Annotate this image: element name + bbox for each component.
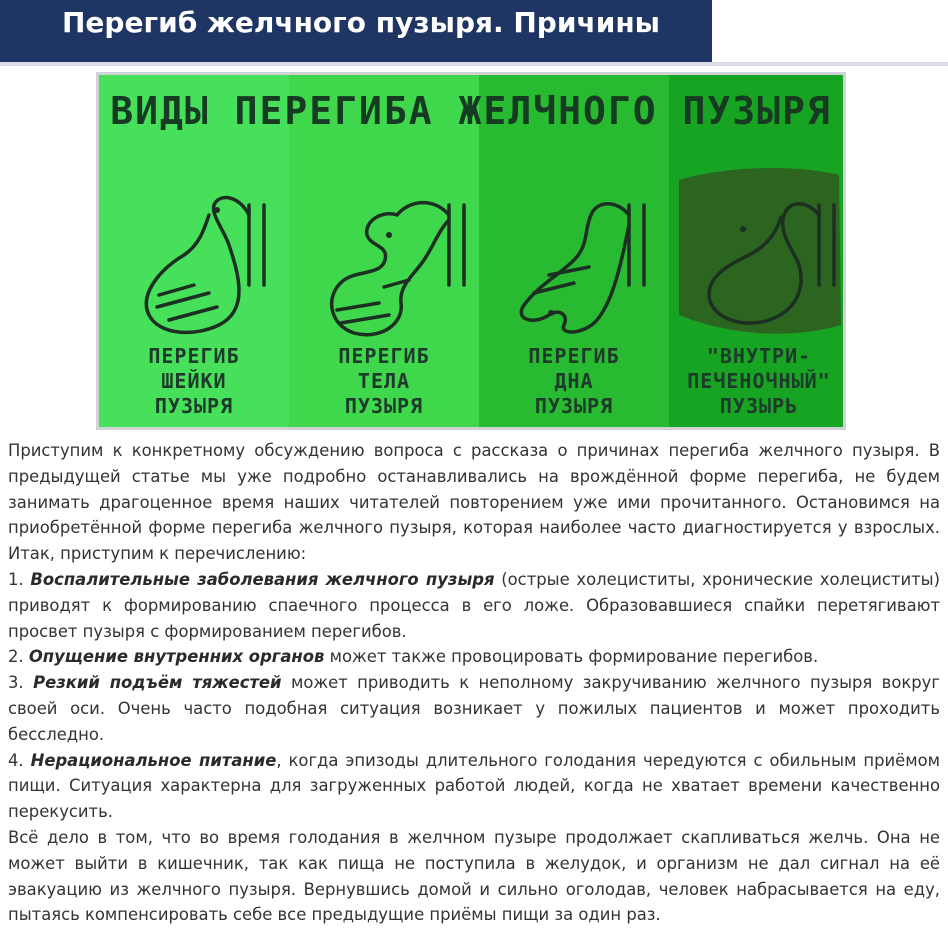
panel-label-body: ПЕРЕГИБ ТЕЛА ПУЗЫРЯ	[338, 344, 430, 418]
page-title: Перегиб желчного пузыря. Причины	[62, 6, 660, 39]
list-item-text: может также провоцировать формирование перегибов.	[324, 647, 819, 667]
panel-label-intrahepatic: "ВНУТРИ- ПЕЧЕНОЧНЫЙ" ПУЗЫРЬ	[687, 344, 831, 418]
list-item	[8, 567, 940, 644]
header-divider	[0, 62, 948, 66]
infographic-title-banner	[99, 75, 843, 147]
list-item-number: 1.	[8, 569, 24, 589]
list-item-text: , когда эпизоды длительного голодания чередуются с обильным приёмом пищи. Ситуация характерна для загруженных работой людей, когда не хватает времени качественно перекусить.	[8, 750, 940, 822]
list-item-text: (острые холециститы, хронические холециститы) приводят к формированию спаечного процесса в его ложе. Образовавшиеся спайки перетягивают просвет пузыря с формированием перегибов.	[8, 569, 940, 641]
list-item-number: 2.	[8, 647, 24, 667]
list-item-lead: Опущение внутренних органов	[28, 647, 325, 667]
infographic-title: ВИДЫ ПЕРЕГИБА ЖЕЛЧНОГО ПУЗЫРЯ	[110, 89, 832, 133]
list-item-number: 3.	[8, 673, 24, 693]
outro-paragraph: Всё дело в том, что во время голодания в желчном пузыре продолжает скапливаться желчь. Она не может выйти в кишечник, так как пища не поступила в желудок, и организм не дал сигнал на её эвакуацию из желчного пузыря. Вернувшись домой и сильно оголодав, человек набрасывается на еду, пытаясь компенсировать себе все предыдущие приёмы пищи за один раз.	[8, 827, 940, 925]
list-item	[8, 644, 940, 670]
panel-label-fundus: ПЕРЕГИБ ДНА ПУЗЫРЯ	[528, 344, 620, 418]
panel-label-neck: ПЕРЕГИБ ШЕЙКИ ПУЗЫРЯ	[148, 344, 240, 418]
list-item-number: 4.	[8, 750, 24, 770]
list-item-lead: Резкий подъём тяжестей	[33, 673, 282, 693]
list-item-text: может приводить к неполному закручиванию желчного пузыря вокруг своей оси. Очень часто подобная ситуация возникает у пожилых пациентов и может проходить бесследно.	[8, 673, 940, 744]
intro-paragraph: Приступим к конкретному обсуждению вопроса с рассказа о причинах перегиба желчного пузыря. В предыдущей статье мы уже подробно останавливались на врождённой форме перегиба, не будем занимать драгоценное время наших читателей повторением уже ими прочитанного. Остановимся на приобретённой форме перегиба желчного пузыря, которая наиболее часто диагностируется у взрослых. Итак, приступим к перечислению:	[8, 441, 940, 564]
list-item-lead: Нерациональное питание	[30, 750, 277, 770]
list-item	[8, 670, 940, 747]
header-banner	[0, 0, 712, 62]
list-item-lead: Воспалительные заболевания желчного пузыря	[30, 569, 495, 589]
gallbladder-kink-types-infographic	[96, 72, 846, 430]
article-body	[8, 438, 940, 928]
list-item	[8, 748, 940, 825]
